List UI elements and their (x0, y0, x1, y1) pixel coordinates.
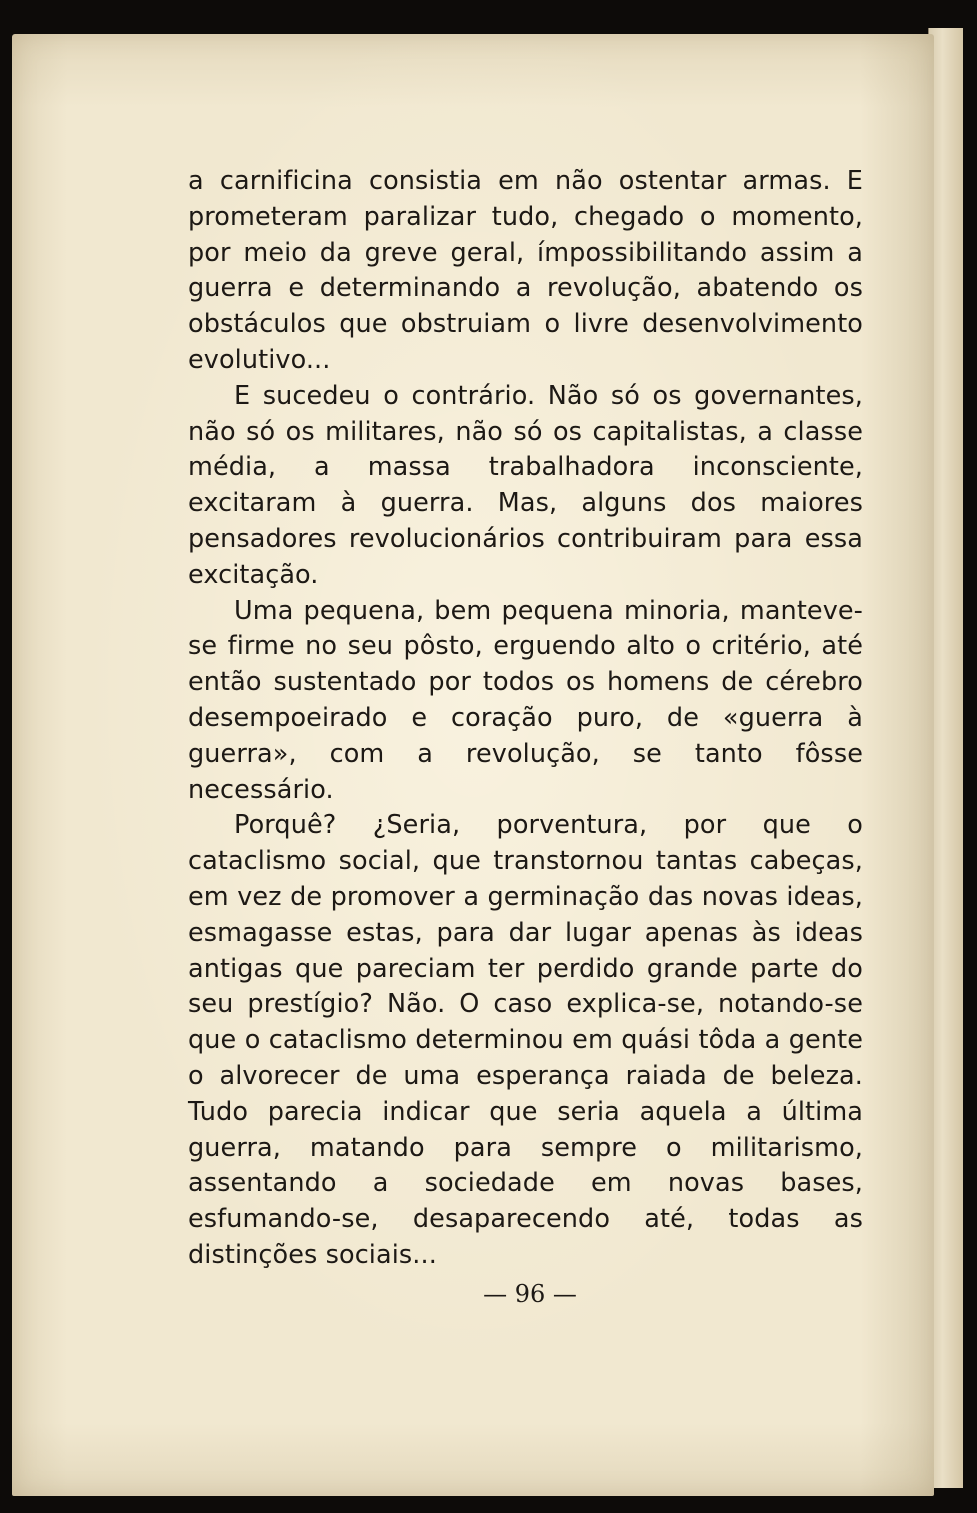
paragraph-3: Uma pequena, bem pequena minoria, manteve-se firme no seu pôsto, erguendo alto o critério, até então sustentado por todos os homens de cérebro desempoeirado e coração puro, de «guerra à guerra», com a revolução, se tanto fôsse necessário. (188, 595, 863, 805)
page-number-value: 96 (514, 1280, 546, 1308)
page-number (470, 1280, 590, 1308)
folio-dash-left: — (483, 1280, 508, 1308)
paragraph-2: E sucedeu o contrário. Não só os governantes, não só os militares, não só os capitalistas, a classe média, a massa trabalhadora inconsciente, excitaram à guerra. Mas, alguns dos maiores pensadores revolucionários contribuiram para essa excitação. (188, 380, 863, 590)
paragraph-1: a carnificina consistia em não ostentar armas. E prometeram paralizar tudo, chegado o momento, por meio da greve geral, ímpossibilitando assim a guerra e determinando a revolução, abatendo os obstáculos que obstruiam o livre desenvolvimento evolutivo... (188, 166, 863, 375)
paragraph-4: Porquê? ¿Seria, porventura, por que o cataclismo social, que transtornou tantas cabeças, em vez de promover a germinação das novas ideas, esmagasse estas, para dar lugar apenas às ideas antigas que pareciam ter perdido grande parte do seu prestígio? Não. O caso explica-se, notando-se que o cataclismo determinou em quási tôda a gente o alvorecer de uma esperança raiada de beleza. Tudo parecia indicar que seria aquela a última guerra, matando para sempre o militarismo, assentando a sociedade em novas bases, esfumando-se, desaparecendo até, todas as distinções sociais... (188, 810, 863, 1270)
folio-dash-right: — (552, 1280, 577, 1308)
body-text (188, 164, 863, 1274)
